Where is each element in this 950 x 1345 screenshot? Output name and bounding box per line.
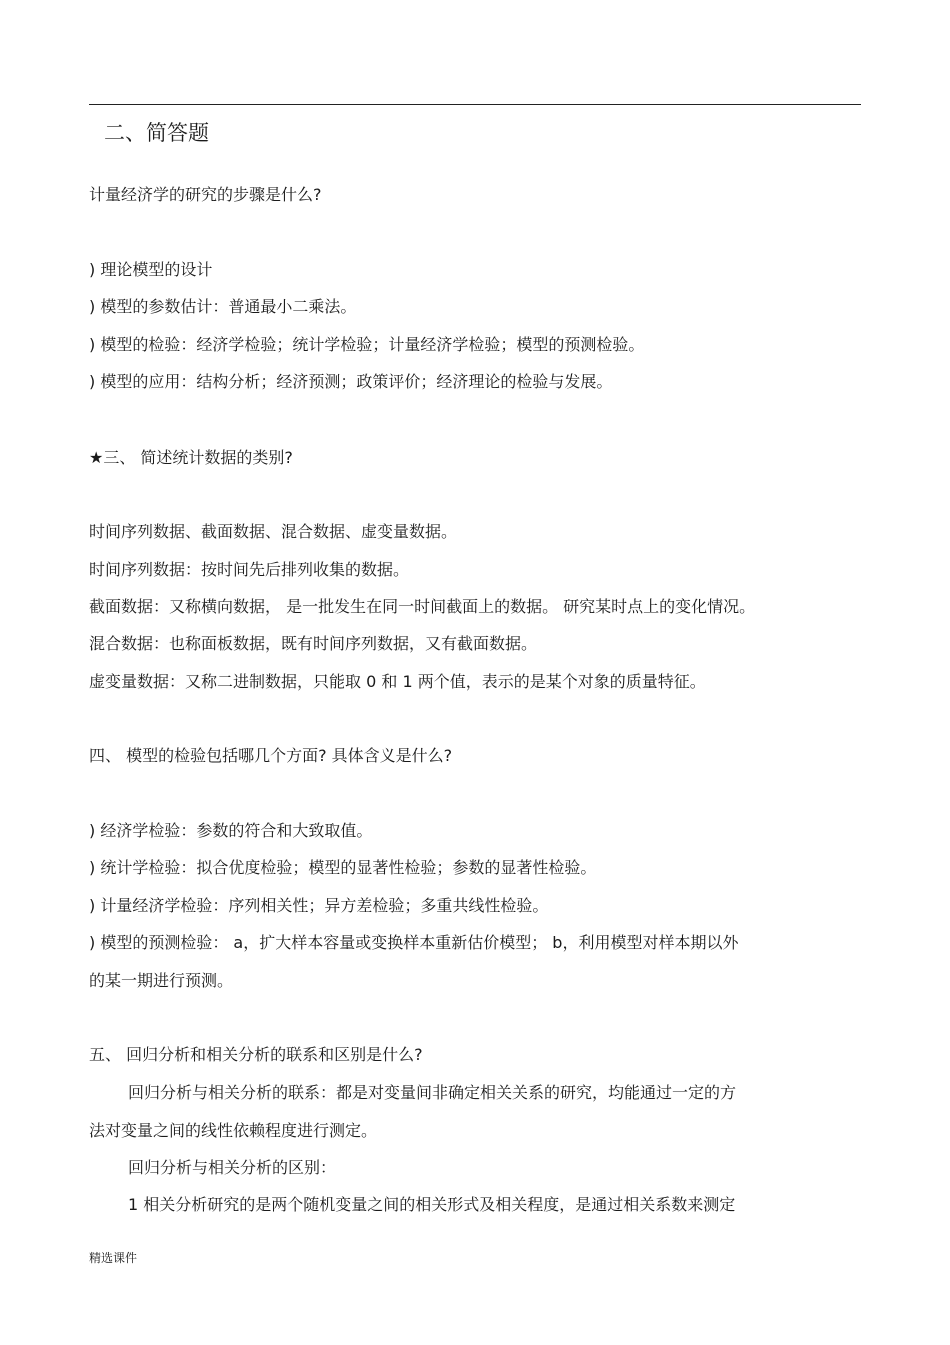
page-footer: 精选课件 (89, 1251, 138, 1265)
top-rule (89, 104, 861, 105)
q3-line: 截面数据：又称横向数据， 是一批发生在同一时间截面上的数据。 研究某时点上的变化情况。 (89, 597, 756, 616)
q5-line: 1 相关分析研究的是两个随机变量之间的相关形式及相关程度，是通过相关系数来测定 (128, 1195, 736, 1214)
q3-line: 虚变量数据：又称二进制数据，只能取 0 和 1 两个值，表示的是某个对象的质量特征。 (89, 672, 706, 691)
q4-item: ) 模型的预测检验： a，扩大样本容量或变换样本重新估价模型； b，利用模型对样本期以外 (89, 933, 739, 952)
q1-question: 计量经济学的研究的步骤是什么? (89, 185, 322, 204)
q4-item: ) 计量经济学检验：序列相关性；异方差检验；多重共线性检验。 (89, 896, 549, 915)
q1-item: ) 模型的参数估计：普通最小二乘法。 (89, 297, 357, 316)
q4-item: ) 经济学检验：参数的符合和大致取值。 (89, 821, 373, 840)
q5-line: 回归分析与相关分析的联系：都是对变量间非确定相关关系的研究，均能通过一定的方 (128, 1083, 737, 1102)
q3-line: 时间序列数据：按时间先后排列收集的数据。 (89, 560, 410, 579)
q5-line: 法对变量之间的线性依赖程度进行测定。 (89, 1121, 378, 1140)
q4-item: 的某一期进行预测。 (89, 971, 234, 990)
q1-item: ) 模型的检验：经济学检验；统计学检验；计量经济学检验；模型的预测检验。 (89, 335, 645, 354)
q3-line: 混合数据：也称面板数据，既有时间序列数据，又有截面数据。 (89, 634, 538, 653)
section-title: 二、简答题 (104, 121, 209, 145)
q5-question: 五、 回归分析和相关分析的联系和区别是什么? (89, 1045, 423, 1064)
q1-item: ) 模型的应用：结构分析；经济预测；政策评价；经济理论的检验与发展。 (89, 372, 613, 391)
q4-question: 四、 模型的检验包括哪几个方面? 具体含义是什么? (89, 746, 453, 765)
q3-question: ★三、 简述统计数据的类别? (89, 448, 293, 467)
q1-item: ) 理论模型的设计 (89, 260, 213, 279)
q3-line: 时间序列数据、截面数据、混合数据、虚变量数据。 (89, 522, 458, 541)
q5-line: 回归分析与相关分析的区别： (128, 1158, 337, 1177)
q4-item: ) 统计学检验：拟合优度检验；模型的显著性检验；参数的显著性检验。 (89, 858, 597, 877)
